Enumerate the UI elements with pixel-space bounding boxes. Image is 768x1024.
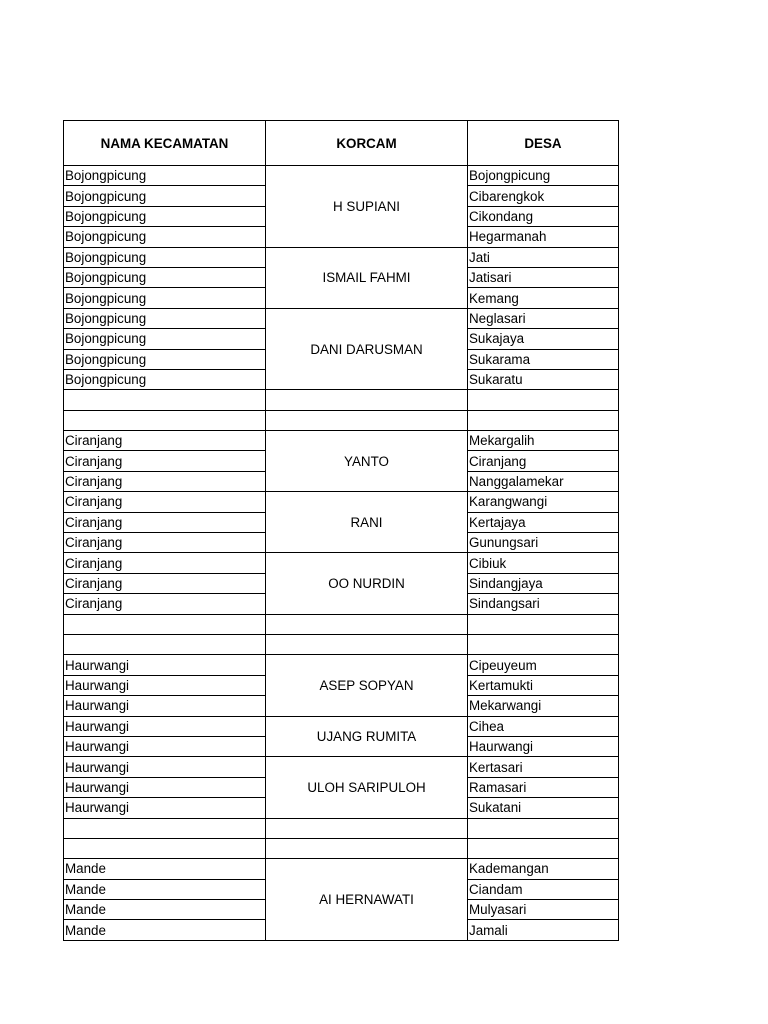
table-row bbox=[64, 757, 619, 777]
kecamatan-cell bbox=[64, 818, 266, 838]
kecamatan-cell: Ciranjang bbox=[64, 594, 266, 614]
desa-cell: Sukatani bbox=[468, 798, 619, 818]
korcam-cell bbox=[266, 390, 468, 410]
desa-cell bbox=[468, 838, 619, 858]
korcam-cell bbox=[266, 818, 468, 838]
kecamatan-cell: Mande bbox=[64, 920, 266, 940]
desa-cell: Mekarwangi bbox=[468, 696, 619, 716]
kecamatan-cell: Haurwangi bbox=[64, 716, 266, 736]
kecamatan-cell bbox=[64, 634, 266, 654]
desa-cell: Kademangan bbox=[468, 859, 619, 879]
kecamatan-cell: Ciranjang bbox=[64, 512, 266, 532]
kecamatan-cell bbox=[64, 410, 266, 430]
kecamatan-cell: Mande bbox=[64, 900, 266, 920]
kecamatan-cell: Bojongpicung bbox=[64, 288, 266, 308]
kecamatan-cell bbox=[64, 614, 266, 634]
desa-cell: Ciandam bbox=[468, 879, 619, 899]
header-korcam: KORCAM bbox=[266, 121, 468, 166]
empty-row bbox=[64, 838, 619, 858]
desa-cell: Kemang bbox=[468, 288, 619, 308]
kecamatan-cell: Bojongpicung bbox=[64, 166, 266, 186]
desa-cell: Cihea bbox=[468, 716, 619, 736]
korcam-cell bbox=[266, 614, 468, 634]
korcam-cell bbox=[266, 838, 468, 858]
desa-cell bbox=[468, 614, 619, 634]
kecamatan-cell: Haurwangi bbox=[64, 736, 266, 756]
kecamatan-cell: Bojongpicung bbox=[64, 247, 266, 267]
desa-cell bbox=[468, 390, 619, 410]
empty-row bbox=[64, 614, 619, 634]
korcam-cell: RANI bbox=[266, 492, 468, 553]
kecamatan-cell: Ciranjang bbox=[64, 573, 266, 593]
desa-cell: Mulyasari bbox=[468, 900, 619, 920]
kecamatan-cell: Mande bbox=[64, 859, 266, 879]
desa-cell: Kertasari bbox=[468, 757, 619, 777]
desa-cell: Hegarmanah bbox=[468, 227, 619, 247]
desa-cell: Gunungsari bbox=[468, 533, 619, 553]
table-row bbox=[64, 166, 619, 186]
kecamatan-cell: Ciranjang bbox=[64, 553, 266, 573]
desa-cell: Haurwangi bbox=[468, 736, 619, 756]
kecamatan-cell: Haurwangi bbox=[64, 696, 266, 716]
empty-row bbox=[64, 410, 619, 430]
desa-cell: Sukajaya bbox=[468, 329, 619, 349]
desa-cell: Jamali bbox=[468, 920, 619, 940]
kecamatan-cell: Mande bbox=[64, 879, 266, 899]
header-row bbox=[64, 121, 619, 166]
kecamatan-cell: Ciranjang bbox=[64, 431, 266, 451]
desa-cell: Jatisari bbox=[468, 267, 619, 287]
kecamatan-cell: Bojongpicung bbox=[64, 206, 266, 226]
header-kecamatan: NAMA KECAMATAN bbox=[64, 121, 266, 166]
desa-cell: Neglasari bbox=[468, 308, 619, 328]
kecamatan-cell: Bojongpicung bbox=[64, 329, 266, 349]
empty-row bbox=[64, 634, 619, 654]
korcam-cell: H SUPIANI bbox=[266, 166, 468, 248]
kecamatan-cell: Haurwangi bbox=[64, 655, 266, 675]
desa-cell: Cibiuk bbox=[468, 553, 619, 573]
desa-cell: Sindangjaya bbox=[468, 573, 619, 593]
desa-cell: Sukarama bbox=[468, 349, 619, 369]
kecamatan-cell: Ciranjang bbox=[64, 533, 266, 553]
desa-cell bbox=[468, 410, 619, 430]
desa-cell: Karangwangi bbox=[468, 492, 619, 512]
korcam-cell: ULOH SARIPULOH bbox=[266, 757, 468, 818]
table-row bbox=[64, 308, 619, 328]
kecamatan-cell bbox=[64, 390, 266, 410]
desa-cell: Sukaratu bbox=[468, 369, 619, 389]
korcam-cell: AI HERNAWATI bbox=[266, 859, 468, 941]
korcam-cell bbox=[266, 410, 468, 430]
desa-cell: Mekargalih bbox=[468, 431, 619, 451]
kecamatan-cell: Bojongpicung bbox=[64, 308, 266, 328]
desa-cell: Kertamukti bbox=[468, 675, 619, 695]
kecamatan-cell bbox=[64, 838, 266, 858]
table-row bbox=[64, 247, 619, 267]
korcam-cell: ISMAIL FAHMI bbox=[266, 247, 468, 308]
kecamatan-cell: Bojongpicung bbox=[64, 267, 266, 287]
desa-cell: Kertajaya bbox=[468, 512, 619, 532]
header-desa: DESA bbox=[468, 121, 619, 166]
desa-cell: Cibarengkok bbox=[468, 186, 619, 206]
table-row bbox=[64, 492, 619, 512]
kecamatan-cell: Haurwangi bbox=[64, 757, 266, 777]
korcam-cell: YANTO bbox=[266, 431, 468, 492]
desa-cell bbox=[468, 818, 619, 838]
table-row bbox=[64, 655, 619, 675]
desa-cell: Cipeuyeum bbox=[468, 655, 619, 675]
desa-cell: Nanggalamekar bbox=[468, 471, 619, 491]
kecamatan-cell: Bojongpicung bbox=[64, 186, 266, 206]
korcam-table bbox=[63, 120, 619, 941]
kecamatan-cell: Haurwangi bbox=[64, 777, 266, 797]
table-row bbox=[64, 553, 619, 573]
desa-cell: Ramasari bbox=[468, 777, 619, 797]
kecamatan-cell: Haurwangi bbox=[64, 798, 266, 818]
korcam-cell: DANI DARUSMAN bbox=[266, 308, 468, 390]
kecamatan-cell: Haurwangi bbox=[64, 675, 266, 695]
desa-cell: Jati bbox=[468, 247, 619, 267]
kecamatan-cell: Ciranjang bbox=[64, 451, 266, 471]
desa-cell: Bojongpicung bbox=[468, 166, 619, 186]
desa-cell bbox=[468, 634, 619, 654]
kecamatan-cell: Ciranjang bbox=[64, 492, 266, 512]
desa-cell: Cikondang bbox=[468, 206, 619, 226]
kecamatan-cell: Bojongpicung bbox=[64, 227, 266, 247]
kecamatan-cell: Ciranjang bbox=[64, 471, 266, 491]
empty-row bbox=[64, 390, 619, 410]
desa-cell: Sindangsari bbox=[468, 594, 619, 614]
korcam-cell bbox=[266, 634, 468, 654]
korcam-cell: UJANG RUMITA bbox=[266, 716, 468, 757]
empty-row bbox=[64, 818, 619, 838]
table-row bbox=[64, 859, 619, 879]
kecamatan-cell: Bojongpicung bbox=[64, 349, 266, 369]
kecamatan-cell: Bojongpicung bbox=[64, 369, 266, 389]
table-row bbox=[64, 716, 619, 736]
table-row bbox=[64, 431, 619, 451]
desa-cell: Ciranjang bbox=[468, 451, 619, 471]
korcam-cell: ASEP SOPYAN bbox=[266, 655, 468, 716]
korcam-cell: OO NURDIN bbox=[266, 553, 468, 614]
